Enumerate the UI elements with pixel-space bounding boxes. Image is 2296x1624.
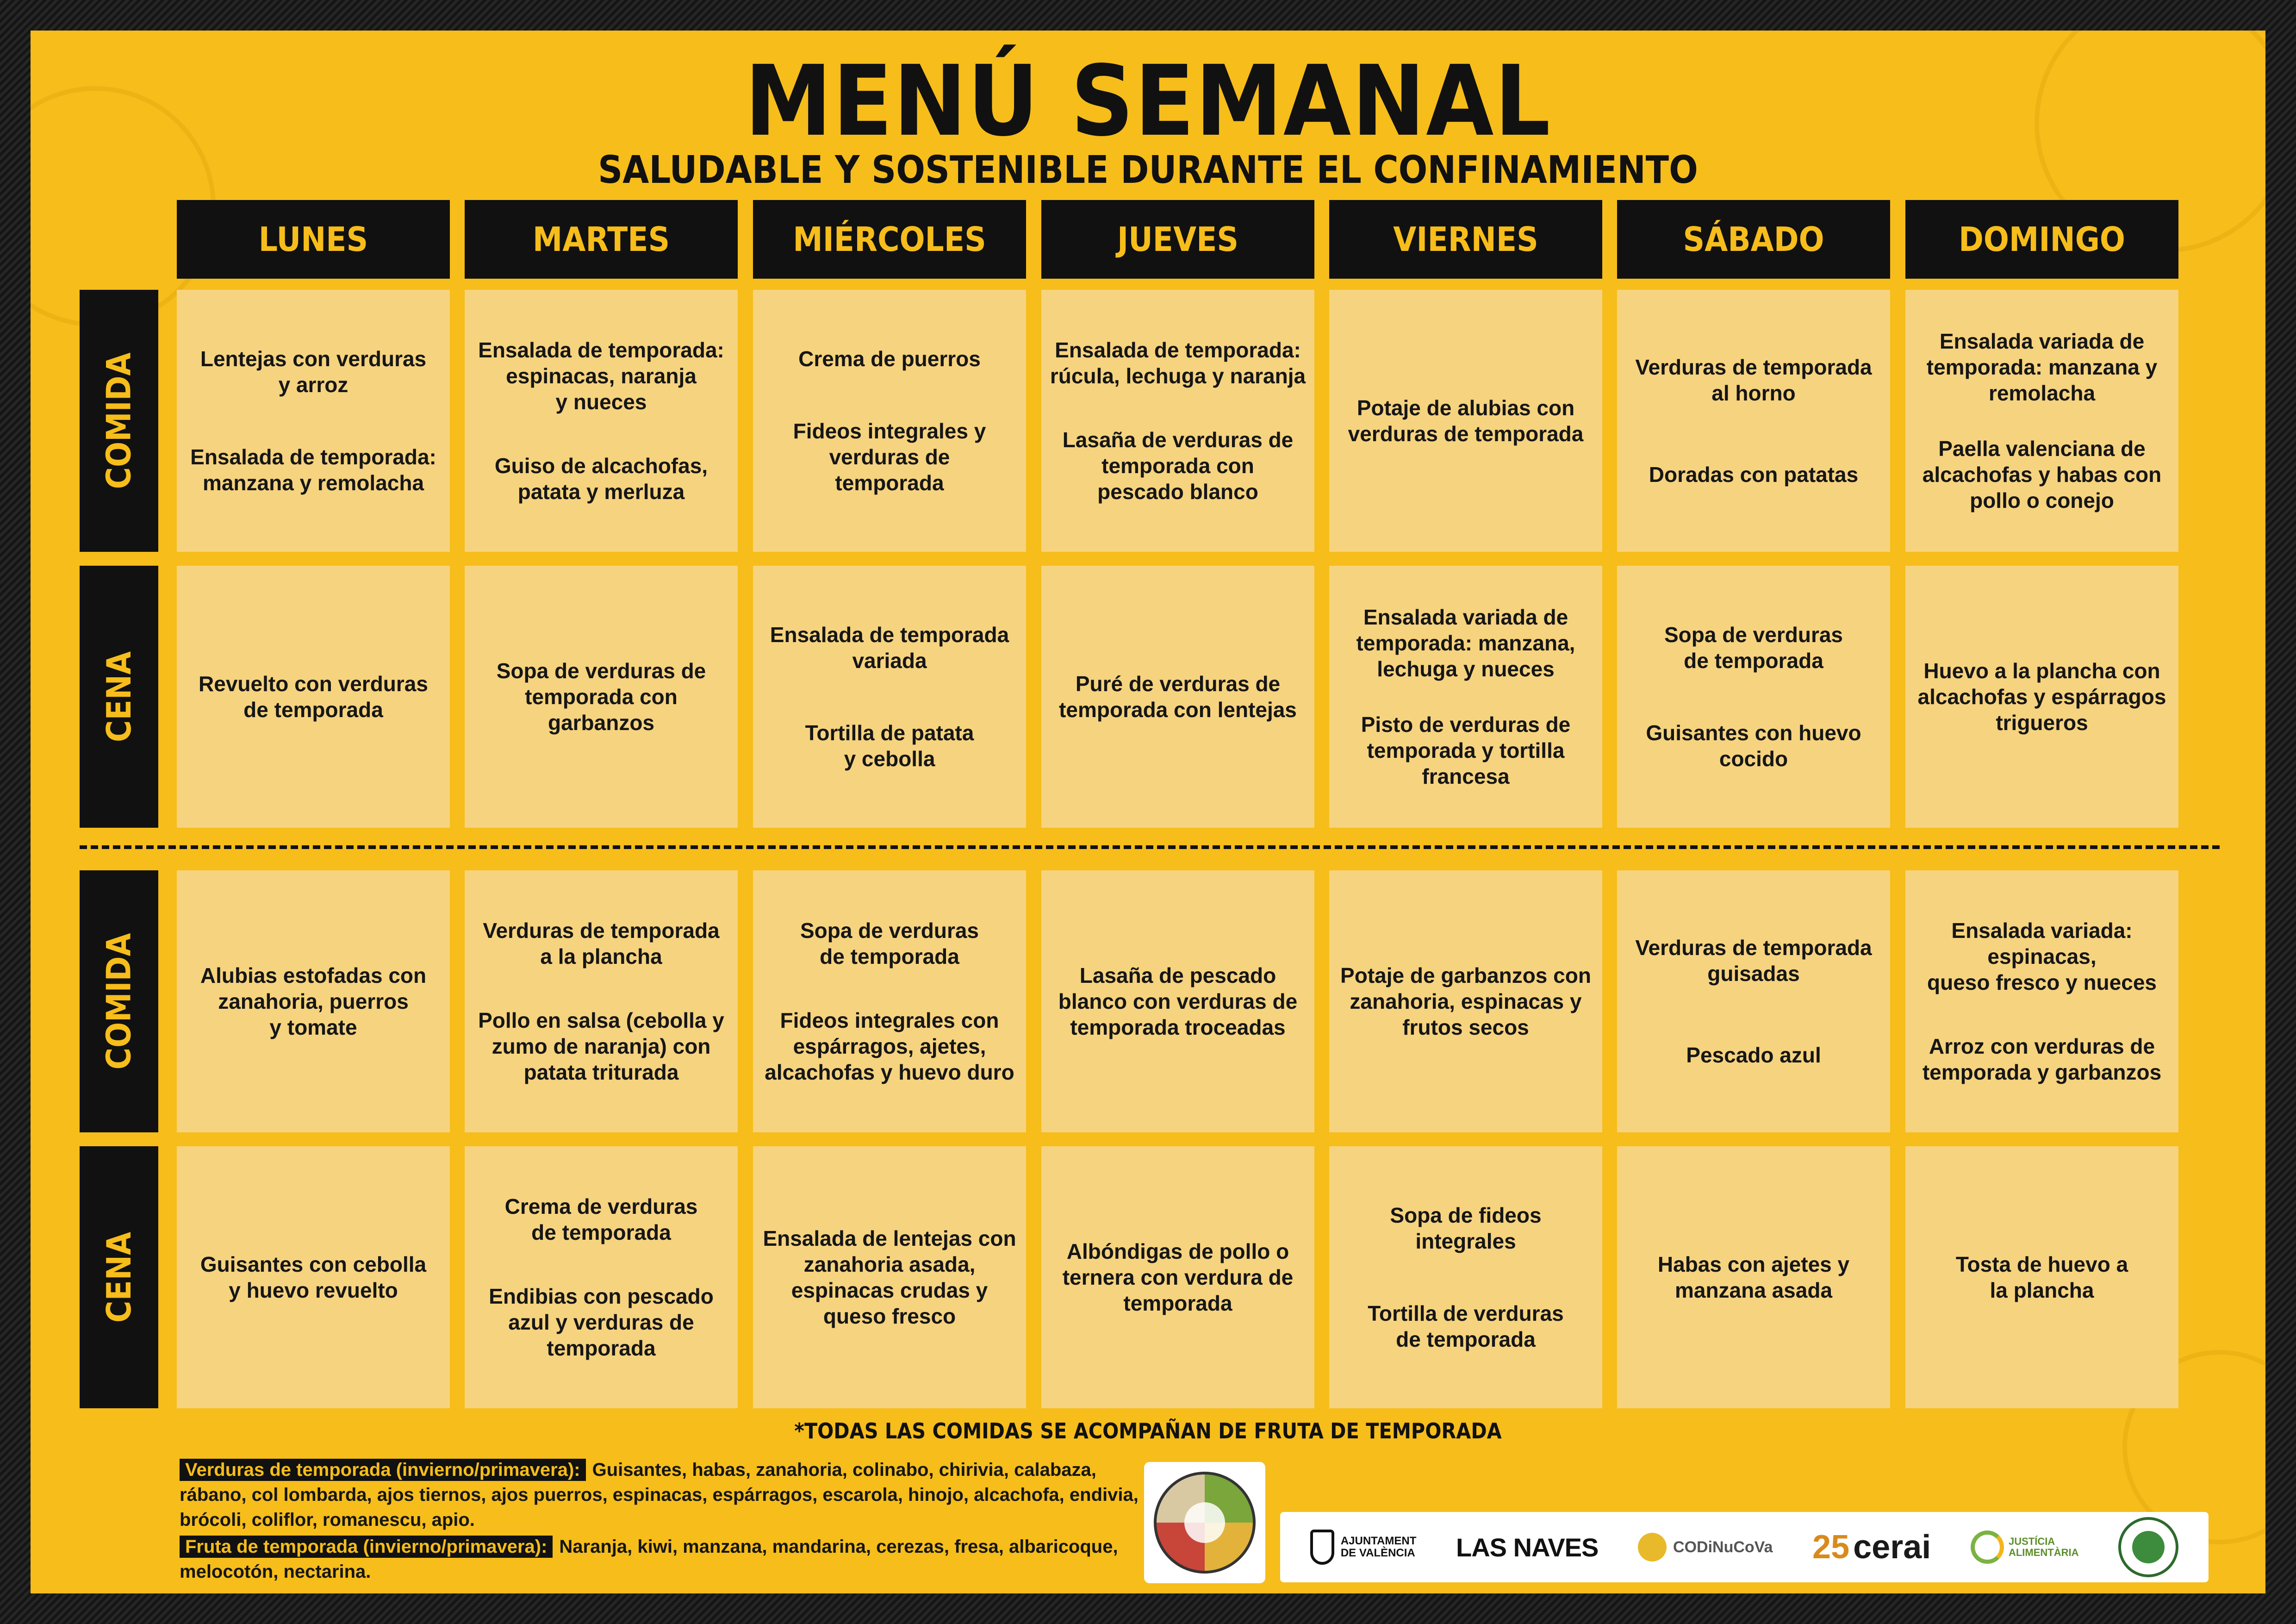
menu-cell bbox=[177, 566, 450, 828]
logo-ajuntament bbox=[1310, 1530, 1417, 1565]
dish-text: Tortilla de patata y cebolla bbox=[805, 721, 974, 771]
meal-label-text: COMIDA bbox=[100, 933, 139, 1070]
dish-text: Pescado azul bbox=[1686, 1043, 1821, 1067]
dish-text: Endibias con pescado azul y verduras de temporada bbox=[489, 1284, 714, 1360]
menu-cell bbox=[177, 290, 450, 552]
wheat-icon bbox=[1638, 1533, 1667, 1562]
menu-cell bbox=[1041, 870, 1314, 1132]
dish-text: Tortilla de verduras de temporada bbox=[1368, 1301, 1564, 1352]
dish-text: Sopa de verduras de temporada bbox=[1664, 622, 1843, 673]
menu-poster bbox=[31, 31, 2265, 1593]
dish-text: Sopa de verduras de temporada bbox=[800, 918, 979, 968]
dish-text: Huevo a la plancha con alcachofas y espárragos trigueros bbox=[1917, 659, 2166, 735]
dish-text: Ensalada variada: espinacas, queso fresco y nueces bbox=[1927, 918, 2157, 994]
dish-text: Pollo en salsa (cebolla y zumo de naranja) con patata triturada bbox=[478, 1008, 724, 1084]
dish-text: Guisantes con cebolla y huevo revuelto bbox=[200, 1252, 427, 1302]
page-subtitle: SALUDABLE Y SOSTENIBLE DURANTE EL CONFINAMIENTO bbox=[598, 148, 1698, 192]
page-title: MENÚ SEMANAL bbox=[745, 44, 1551, 158]
sponsor-logos bbox=[1280, 1512, 2209, 1582]
cerai-text: cerai bbox=[1853, 1529, 1931, 1566]
dish-text: Ensalada variada de temporada: manzana y remolacha bbox=[1926, 329, 2158, 406]
verduras-legend bbox=[180, 1457, 1165, 1532]
justicia-text: JUSTÍCIA ALIMENTÀRIA bbox=[2008, 1536, 2079, 1558]
dish-text: Crema de verduras de temporada bbox=[504, 1194, 698, 1244]
menu-cell bbox=[1617, 870, 1890, 1132]
logo-las-naves bbox=[1456, 1532, 1598, 1562]
day-header: MIÉRCOLES bbox=[753, 200, 1026, 279]
menu-cell bbox=[753, 1146, 1026, 1408]
seal-icon bbox=[2118, 1517, 2178, 1577]
day-header: MARTES bbox=[465, 200, 738, 279]
day-header: JUEVES bbox=[1041, 200, 1314, 279]
dish-text: Verduras de temporada guisadas bbox=[1635, 936, 1872, 986]
logo-seal bbox=[2118, 1517, 2178, 1577]
menu-cell bbox=[465, 290, 738, 552]
logo-justicia-alimentaria bbox=[1971, 1530, 2079, 1564]
day-header: SÁBADO bbox=[1617, 200, 1890, 279]
dish-text: Potaje de garbanzos con zanahoria, espinacas y frutos secos bbox=[1340, 963, 1591, 1039]
menu-cell bbox=[177, 870, 450, 1132]
day-header: VIERNES bbox=[1329, 200, 1602, 279]
menu-cell bbox=[1329, 1146, 1602, 1408]
meal-label bbox=[80, 290, 158, 552]
menu-cell bbox=[1329, 870, 1602, 1132]
verduras-label: Verduras de temporada (invierno/primavera): bbox=[180, 1459, 586, 1481]
menu-cell bbox=[1905, 870, 2178, 1132]
menu-cell bbox=[1617, 1146, 1890, 1408]
meal-label bbox=[80, 1146, 158, 1408]
dish-text: Guisantes con huevo cocido bbox=[1646, 721, 1861, 771]
dish-text: Potaje de alubias con verduras de temporada bbox=[1348, 396, 1584, 446]
las-naves-text: LAS NAVES bbox=[1456, 1532, 1599, 1562]
dish-text: Pisto de verduras de temporada y tortilla francesa bbox=[1361, 712, 1571, 788]
dish-text: Sopa de verduras de temporada con garbanzos bbox=[496, 659, 706, 735]
meal-label bbox=[80, 566, 158, 828]
menu-cell bbox=[465, 870, 738, 1132]
leaf-icon bbox=[2132, 1531, 2165, 1563]
dish-text: Lentejas con verduras y arroz bbox=[200, 346, 427, 397]
dish-text: Ensalada de temporada: espinacas, naranja y nueces bbox=[478, 338, 724, 414]
dish-text: Ensalada de temporada: rúcula, lechuga y naranja bbox=[1050, 338, 1306, 388]
dish-text: Verduras de temporada a la plancha bbox=[483, 918, 720, 968]
dish-text: Lasaña de pescado blanco con verduras de temporada troceadas bbox=[1058, 963, 1298, 1039]
menu-cell bbox=[465, 566, 738, 828]
meal-label-text: CENA bbox=[100, 1231, 139, 1323]
dish-text: Crema de puerros bbox=[798, 346, 981, 371]
day-header: LUNES bbox=[177, 200, 450, 279]
dish-text: Habas con ajetes y manzana asada bbox=[1657, 1252, 1850, 1302]
dish-text: Ensalada variada de temporada: manzana, lechuga y nueces bbox=[1356, 605, 1575, 681]
dish-text: Fideos integrales y verduras de temporada bbox=[793, 419, 986, 495]
menu-cell bbox=[753, 290, 1026, 552]
ajuntament-text: AJUNTAMENT DE VALÈNCIA bbox=[1340, 1535, 1417, 1559]
dish-text: Ensalada de temporada: manzana y remolacha bbox=[190, 445, 436, 495]
menu-cell bbox=[177, 1146, 450, 1408]
menu-cell bbox=[1905, 566, 2178, 828]
dish-text: Ensalada de temporada variada bbox=[770, 622, 1009, 673]
dish-text: Verduras de temporada al horno bbox=[1635, 355, 1872, 406]
meal-label-text: COMIDA bbox=[100, 352, 139, 489]
menu-cell bbox=[1329, 566, 1602, 828]
logo-cerai bbox=[1812, 1528, 1931, 1566]
meal-label bbox=[80, 870, 158, 1132]
fruta-text: Naranja, kiwi, manzana, mandarina, cerezas, fresa, albaricoque, melocotón, nectarina. bbox=[180, 1537, 1118, 1582]
menu-cell bbox=[753, 870, 1026, 1132]
dish-text: Puré de verduras de temporada con lentejas bbox=[1059, 672, 1297, 722]
dish-text: Doradas con patatas bbox=[1649, 462, 1859, 487]
menu-cell bbox=[1905, 1146, 2178, 1408]
menu-cell bbox=[753, 566, 1026, 828]
menu-cell bbox=[1041, 1146, 1314, 1408]
codinucova-text: CODiNuCoVa bbox=[1673, 1538, 1773, 1556]
menu-cell bbox=[1041, 566, 1314, 828]
fruta-legend bbox=[180, 1534, 1165, 1584]
dish-text: Albóndigas de pollo o ternera con verdura de temporada bbox=[1062, 1239, 1294, 1315]
crest-icon bbox=[1310, 1530, 1334, 1565]
menu-cell bbox=[1905, 290, 2178, 552]
meal-label-text: CENA bbox=[100, 651, 139, 743]
verduras-text: Guisantes, habas, zanahoria, colinabo, chirivia, calabaza, rábano, col lombarda, ajos tiernos, ajos puerros, espinacas, espárragos, escarola, hinojo, alcachofa, endivia, brócoli, coliflor, romanescu, apio. bbox=[180, 1460, 1139, 1530]
week-divider bbox=[80, 845, 2220, 849]
menu-cell bbox=[1041, 290, 1314, 552]
logo-codinucova bbox=[1638, 1533, 1773, 1562]
dish-text: Arroz con verduras de temporada y garbanzos bbox=[1922, 1034, 2162, 1084]
ring-icon bbox=[1971, 1530, 2004, 1564]
menu-cell bbox=[1617, 290, 1890, 552]
menu-cell bbox=[1329, 290, 1602, 552]
day-header: DOMINGO bbox=[1905, 200, 2178, 279]
circulos-badge bbox=[1144, 1462, 1265, 1583]
dish-text: Lasaña de verduras de temporada con pescado blanco bbox=[1062, 428, 1294, 504]
dish-text: Tosta de huevo a la plancha bbox=[1955, 1252, 2128, 1302]
circulos-logo-icon bbox=[1154, 1472, 1256, 1574]
menu-cell bbox=[1617, 566, 1890, 828]
dish-text: Guiso de alcachofas, patata y merluza bbox=[494, 454, 708, 504]
menu-cell bbox=[465, 1146, 738, 1408]
cerai-anniversary: 25 bbox=[1812, 1529, 1850, 1566]
dish-text: Paella valenciana de alcachofas y habas con pollo o conejo bbox=[1922, 436, 2162, 512]
dish-text: Fideos integrales con espárragos, ajetes, alcachofas y huevo duro bbox=[765, 1008, 1014, 1084]
dish-text: Ensalada de lentejas con zanahoria asada, espinacas crudas y queso fresco bbox=[763, 1226, 1016, 1328]
dish-text: Alubias estofadas con zanahoria, puerros y tomate bbox=[200, 963, 427, 1039]
fruta-label: Fruta de temporada (invierno/primavera): bbox=[180, 1536, 553, 1558]
dish-text: Revuelto con verduras de temporada bbox=[199, 672, 428, 722]
fruit-note: *TODAS LAS COMIDAS SE ACOMPAÑAN DE FRUTA DE TEMPORADA bbox=[794, 1418, 1502, 1443]
dish-text: Sopa de fideos integrales bbox=[1390, 1203, 1542, 1253]
